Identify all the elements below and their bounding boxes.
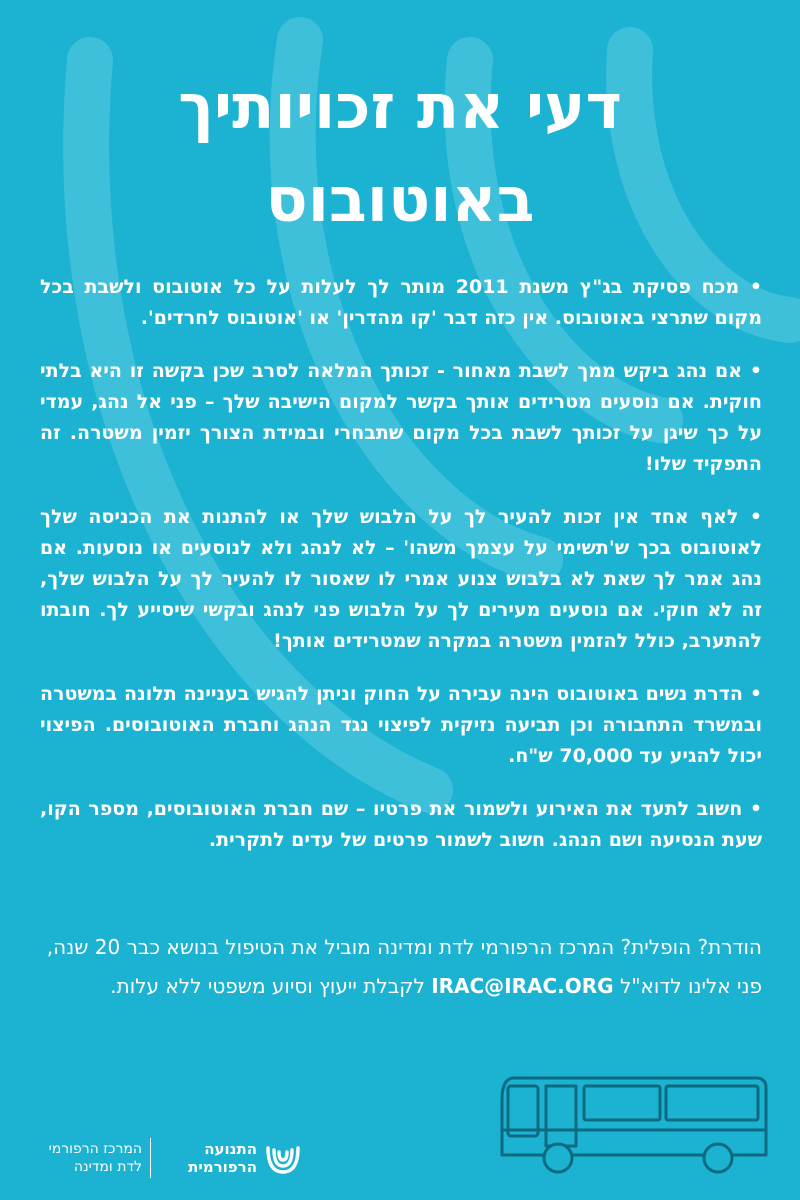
rights-paragraph: • אם נהג ביקש ממך לשבת מאחור - זכותך המלאה לסרב שכן בקשה זו היא בלתי חוקית. אם נוסעים מטרידים אותך בקשר למקום הישיבה שלך – פני אל נהג, עמדי על כך שיגן על זכותך לשבת בכל מקום שתבחרי ובמידת הצורך יזמין משטרה. זה התפקיד שלו! (40, 360, 762, 475)
contact-email[interactable]: IRAC@IRAC.ORG (431, 974, 614, 998)
contact-text-end: לקבלת ייעוץ וסיוע משפטי ללא עלות. (110, 974, 432, 998)
rights-list (40, 272, 762, 878)
rights-paragraph: • הדרת נשים באוטובוס הינה עבירה על החוק וניתן להגיש בעניינה תלונה במשטרה ובמשרד התחבורה וכן תביעה נזיקית לפיצוי נגד הנהג וחברת האוטובוסים. הפיצוי יכול להגיע עד 70,000 ש"ח. (40, 683, 762, 767)
movement-name-line-1: התנועה (204, 1140, 257, 1158)
title-line-2: באוטובוס (265, 163, 535, 236)
title-line-1: דעי את זכויותיך (178, 70, 622, 143)
reform-movement-emblem-icon (265, 1140, 301, 1176)
contact-text-start: הודרת? הופלית? המרכז הרפורמי לדת ומדינה מוביל את הטיפול בנושא כבר 20 שנה, פני אלינו לדוא"ל (46, 935, 762, 998)
irac-name-line-1: המרכז הרפורמי (48, 1141, 142, 1157)
reform-movement-logo (159, 1140, 257, 1176)
rights-paragraph: • לאף אחד אין זכות להעיר לך על הלבוש שלך או להתנות את הכניסה שלך לאוטובוס בכך ש'תשימי על עצמך משהו' – לא לנהג ולא לנוסעים או נוסעות. אם נהג אמר לך שאת לא בלבוש צנוע אמרי לו שאסור לו להעיר לך על הלבוש שלך, זה לא חוקי. אם נוסעים מעירים לך על הלבוש פני לנהג ובקשי שיסייע לך. חובתו להתערב, כולל להזמין משטרה במקרה שמטרידים אותך! (40, 506, 762, 652)
organization-logos (20, 1132, 320, 1184)
irac-logo (20, 1140, 142, 1176)
bus-icon (494, 1070, 769, 1180)
movement-name-line-2: הרפורמית (188, 1158, 257, 1176)
rights-paragraph: • חשוב לתעד את האירוע ולשמור את פרטיו – שם חברת האוטובוסים, מספר הקו, שעת הנסיעה ושם הנהג. חשוב לשמור פרטים של עדים לתקרית. (40, 798, 762, 851)
logo-divider (150, 1138, 151, 1178)
irac-name-line-2: לדת ומדינה (73, 1159, 142, 1175)
page-title (0, 60, 800, 246)
contact-info (40, 928, 762, 1006)
rights-paragraph: • מכח פסיקת בג"ץ משנת 2011 מותר לך לעלות על כל אוטובוס ולשבת בכל מקום שתרצי באוטובוס. אין כזה דבר 'קו מהדרין' או 'אוטובוס לחרדים'. (40, 276, 763, 329)
